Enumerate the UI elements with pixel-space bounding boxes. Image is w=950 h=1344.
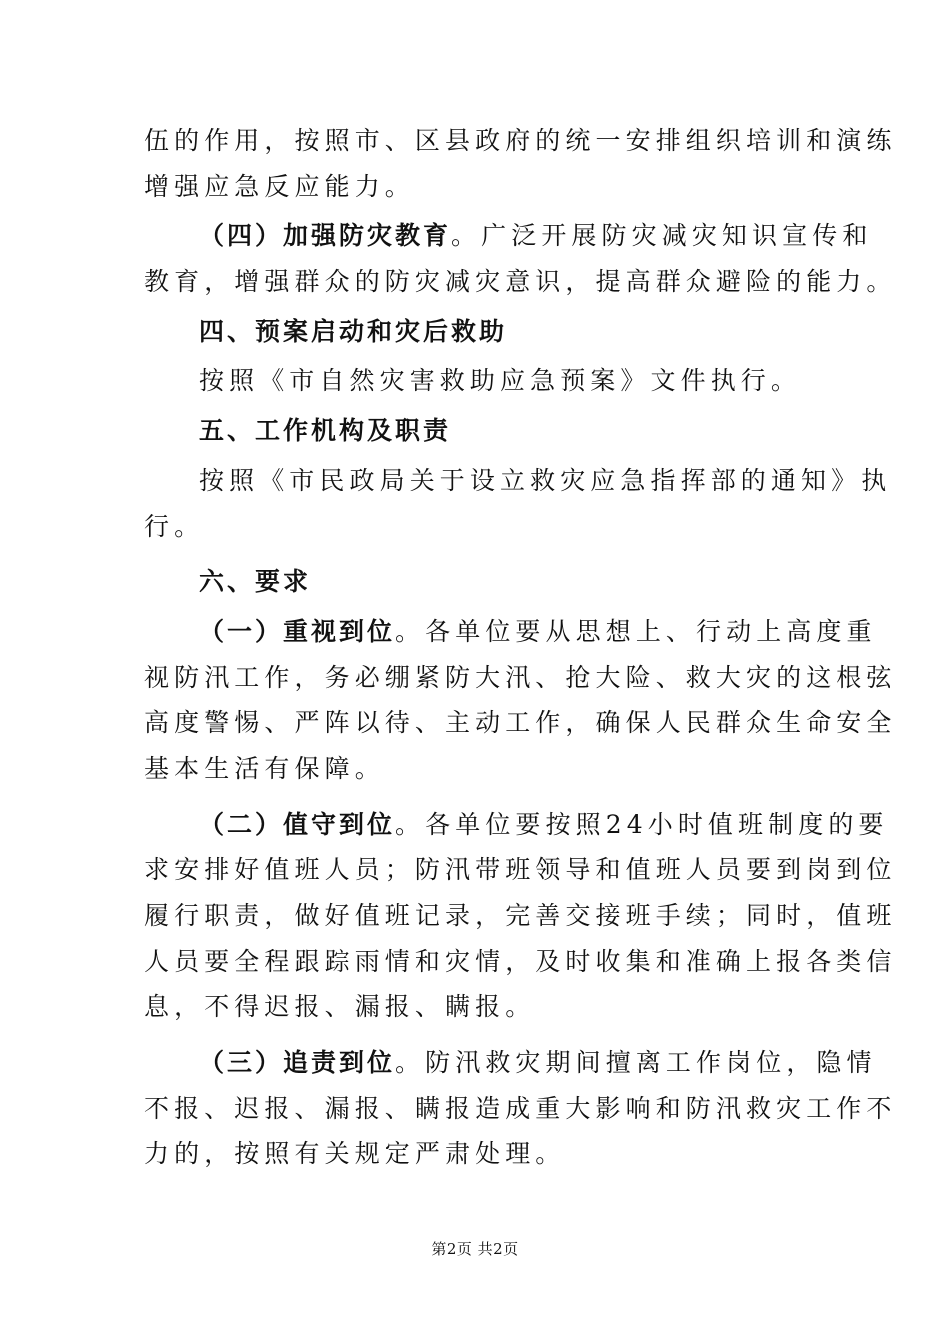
paragraph-text: 。各单位要从思想上、行动上高度重 bbox=[395, 616, 877, 646]
section-heading: 四、预案启动和灾后救助 bbox=[199, 316, 508, 346]
body-line: 行。 bbox=[144, 511, 205, 541]
body-line: 伍的作用，按照市、区县政府的统一安排组织培训和演练 bbox=[144, 126, 897, 155]
section-heading: 六、要求 bbox=[199, 567, 312, 597]
body-line: 高度警惕、严阵以待、主动工作，确保人民群众生命安全 bbox=[144, 708, 897, 738]
paragraph-text: 。防汛救灾期间擅离工作岗位，隐情 bbox=[395, 1048, 877, 1078]
body-line: 履行职责，做好值班记录，完善交接班手续；同时，值班 bbox=[144, 901, 897, 930]
page-number-footer: 第2页 共2页 bbox=[431, 1240, 519, 1258]
body-line: 基本生活有保障。 bbox=[144, 753, 385, 783]
paragraph-heading: （二）值守到位 bbox=[199, 809, 396, 839]
paragraph-heading: （一）重视到位 bbox=[199, 616, 396, 646]
paragraph-first-line bbox=[144, 1040, 877, 1086]
body-line: 增强应急反应能力。 bbox=[144, 171, 415, 201]
body-line: 人员要全程跟踪雨情和灾情，及时收集和准确上报各类信 bbox=[144, 946, 897, 976]
paragraph-first-line bbox=[144, 802, 889, 848]
body-line: 求安排好值班人员；防汛带班领导和值班人员要到岗到位 bbox=[144, 855, 897, 885]
paragraph-text: 。广泛开展防灾减灾知识宣传和 bbox=[451, 221, 873, 251]
paragraph-first-line bbox=[144, 213, 873, 259]
body-line: 视防汛工作，务必绷紧防大汛、抢大险、救大灾的这根弦 bbox=[144, 662, 897, 692]
paragraph-text: 。各单位要按照24小时值班制度的要 bbox=[395, 809, 889, 839]
body-line: 教育，增强群众的防灾减灾意识，提高群众避险的能力。 bbox=[144, 267, 897, 297]
body-line: 按照《市自然灾害救助应急预案》文件执行。 bbox=[199, 366, 802, 396]
document-body bbox=[144, 118, 897, 1177]
paragraph-first-line bbox=[144, 609, 877, 655]
paragraph-heading: （三）追责到位 bbox=[199, 1048, 396, 1078]
paragraph-heading: （四）加强防灾教育 bbox=[199, 221, 452, 251]
body-line: 按照《市民政局关于设立救灾应急指挥部的通知》执 bbox=[199, 465, 892, 495]
body-line: 息，不得迟报、漏报、瞒报。 bbox=[144, 992, 536, 1022]
body-line: 不报、迟报、漏报、瞒报造成重大影响和防汛救灾工作不 bbox=[144, 1093, 897, 1123]
body-line: 力的，按照有关规定严肃处理。 bbox=[144, 1139, 566, 1169]
section-heading: 五、工作机构及职责 bbox=[199, 416, 452, 446]
